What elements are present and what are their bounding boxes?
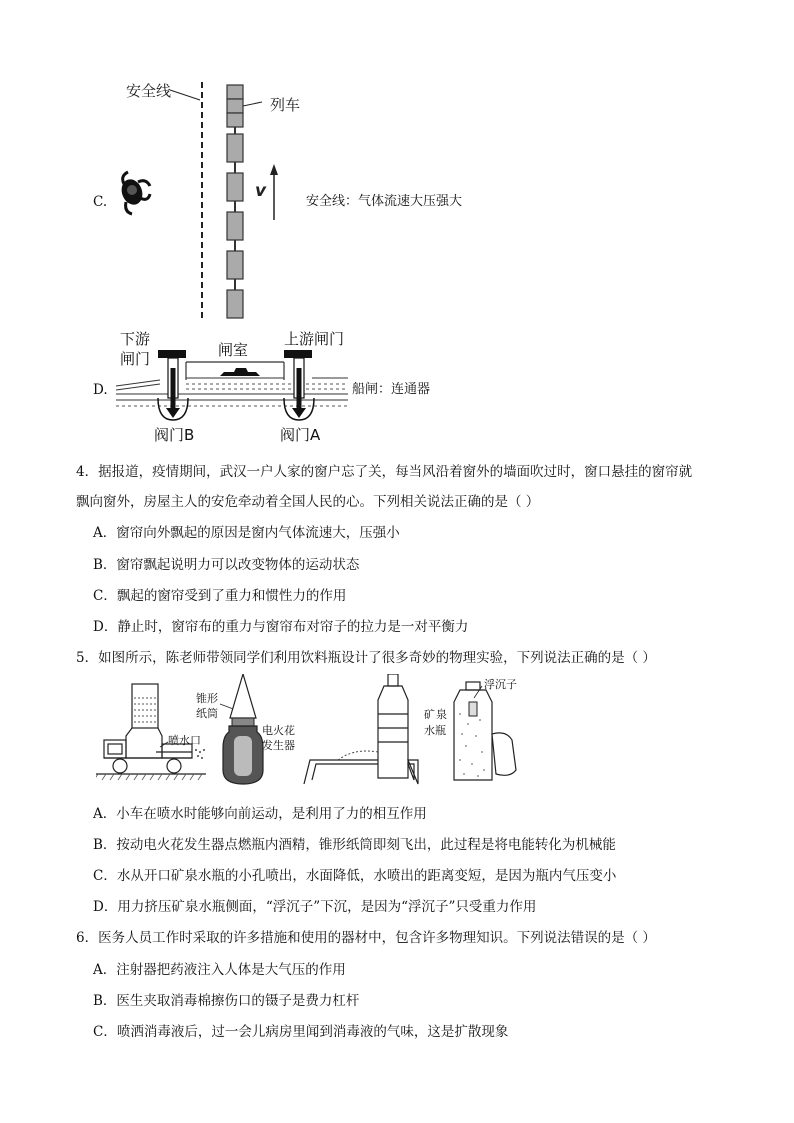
bottle-label-1: 矿: [424, 708, 435, 721]
bottle-label-2: 泉: [436, 708, 447, 721]
q4-stem-line1: 4．据报道，疫情期间，武汉一户人家的窗户忘了关，每当风沿着窗外的墙面吹过时，窗口悬挂的窗帘就: [76, 464, 693, 480]
cone-label-2: 纸筒: [196, 707, 218, 720]
bottle-label-3: 水瓶: [424, 724, 446, 737]
drink-bottle-experiments-figure: [96, 674, 526, 788]
option-c-letter: C.: [93, 194, 108, 210]
person-icon: [118, 172, 150, 214]
chamber-label: 闸室: [218, 341, 249, 359]
q6-option-c: C．喷洒消毒液后，过一会儿病房里闻到消毒液的气味，这是扩散现象: [93, 1024, 509, 1040]
safety-line-figure: [110, 72, 310, 324]
cartesian-diver-bottle: [454, 682, 492, 780]
downstream-gate: [158, 350, 186, 358]
downstream-gate-label-1: 下游: [120, 330, 151, 348]
q5-option-a: A．小车在喷水时能够向前运动，是利用了力的相互作用: [93, 806, 427, 822]
q4-option-c: C．飘起的窗帘受到了重力和惯性力的作用: [93, 588, 347, 604]
q4-stem-line2: 飘向窗外，房屋主人的安危牵动着全国人民的心。下列相关说法正确的是（ ）: [76, 494, 540, 510]
cone-label-1: 锥形: [196, 692, 218, 705]
q5-option-d: D．用力挤压矿泉水瓶侧面，“浮沉子”下沉，是因为“浮沉子”只受重力作用: [93, 899, 537, 915]
q4-option-d: D．静止时，窗帘布的重力与窗帘布对帘子的拉力是一对平衡力: [93, 619, 469, 635]
q4-option-b: B．窗帘飘起说明力可以改变物体的运动状态: [93, 557, 360, 573]
spark-label-2: 发生器: [262, 739, 295, 752]
q5-stem-line1: 5．如图所示，陈老师带领同学们利用饮料瓶设计了很多奇妙的物理实验，下列说法正确的是（ ）: [76, 650, 656, 666]
option-c-caption: 安全线：气体流速大压强大: [306, 194, 463, 209]
valve-b-label: 阀门B: [154, 426, 195, 444]
ship-lock-figure: [112, 328, 352, 446]
q6-option-b: B．医生夹取消毒棉擦伤口的镊子是费力杠杆: [93, 993, 360, 1009]
float-label: 浮沉子: [484, 678, 517, 691]
velocity-label: v: [255, 181, 267, 201]
upstream-gate: [284, 350, 312, 358]
cone-paper-tube: [230, 674, 256, 718]
q6-option-a: A．注射器把药液注入人体是大气压的作用: [93, 962, 346, 978]
valve-a-label: 阀门A: [280, 426, 321, 444]
nozzle-label: 喷水口: [168, 734, 201, 747]
hand-icon: [492, 733, 516, 775]
water-jet-cart: [96, 684, 206, 774]
q5-option-c: C．水从开口矿泉水瓶的小孔喷出，水面降低，水喷出的距离变短，是因为瓶内气压变小: [93, 868, 617, 884]
q6-stem-line1: 6．医务人员工作时采取的许多措施和使用的器材中，包含许多物理知识。下列说法错误的是（ ）: [76, 930, 656, 946]
open-water-bottle: [304, 674, 418, 784]
spark-label-1: 电火花: [262, 724, 295, 737]
ship-icon: [220, 368, 260, 376]
float-icon: [469, 702, 477, 716]
upstream-gate-label: 上游闸门: [284, 330, 345, 348]
q5-option-b: B．按动电火花发生器点燃瓶内酒精，锥形纸筒即刻飞出，此过程是将电能转化为机械能: [93, 837, 616, 853]
downstream-gate-label-2: 闸门: [120, 350, 151, 368]
q4-option-a: A．窗帘向外飘起的原因是窗内气体流速大，压强小: [93, 525, 400, 541]
safety-line-label: 安全线: [126, 82, 172, 100]
option-d-caption: 船闸：连通器: [352, 382, 431, 397]
train-label: 列车: [270, 96, 301, 114]
option-d-letter: D.: [93, 382, 108, 398]
